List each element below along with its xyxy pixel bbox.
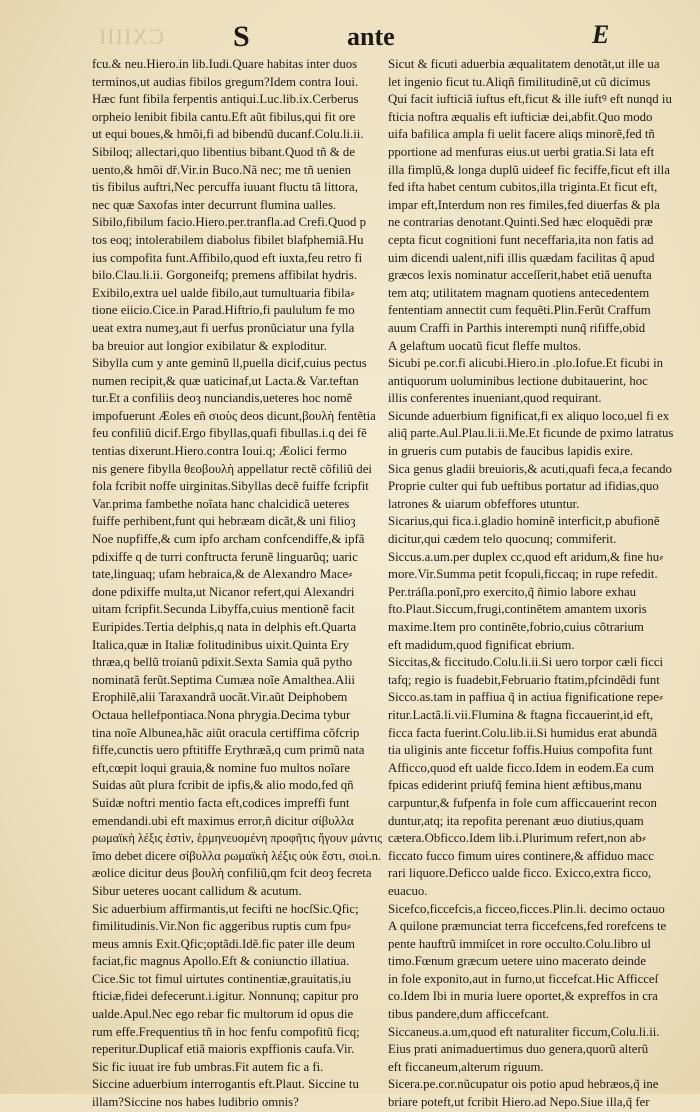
text-line: Sibur ueteres uocant callidum & acutum. [92,883,302,898]
text-line: auum Craffi in Parthis interempti nunq̃ rififfe,obid [388,320,646,335]
text-line: fcu.& neu.Hiero.in lib.Iudi.Quare habitas inter duos [92,57,358,71]
text-line: uim dicendi ualent,nifi illis quædam facilitas q̃ apud [388,250,655,265]
text-line: tate,linguaq; ufam hebraica,& de Alexandro Mace⸗ [92,567,353,582]
text-line: let ingenio ficut tu.Aliqñ fimilitudinẽ,ut cũ dicimus [388,74,651,89]
text-line: Sicarius,qui fica.i.gladio hominẽ interficit,p abufionẽ [388,514,660,529]
text-line: A quilone præmunciat terra ficcefcens,fed rorefcens te [388,919,667,934]
text-line: Noe nupfiffe,& cum ipfo archam confcendiffe,& ipfã [92,532,365,547]
text-line: impofuerunt Æoles eñ σιοὺς deos dicunt,βουλὴ fentẽtia [92,408,376,423]
text-line: ficca facta fuerint.Colu.lib.ii.Si humidus erat abundã [388,725,658,740]
text-line: A gelaftum uocatũ ficut fleffe multos. [388,338,582,353]
text-line: Eius prati animaduertimus duo genera,quorũ alterũ [388,1042,649,1057]
text-line: nis genere fibylla θεοβουλὴ appellatur rectẽ cõfiliũ dei [92,461,372,476]
text-line: dicitur,qui cædem telo quocunq; commiferit. [388,532,617,547]
text-line: tia uliginis ante ficcetur foffis.Huius compofita funt [388,743,653,758]
text-line: fiffe,cunctis uero pftitiffe Erythræã,q cum primũ nata [92,743,365,758]
text-line: tentias dixerunt.Hiero.contra Ioui.q; Æolici fermo [92,444,347,459]
left-column [92,56,384,1112]
text-line: euacuo. [388,883,428,898]
text-line: eft madidum,quod fignificat ebrium. [388,637,575,652]
text-line: græcos lexis nominatur acceſſerit,habet etiã uenufta [388,268,652,283]
text-line: pportione ad menfuras eius.ut uerbi gratia.Si lata eft [388,144,655,159]
signature-mark: S [233,20,250,53]
text-line: aliq̃ parte.Aul.Plau.li.ii.Me.Et ficunde de pximo latratus [388,426,674,441]
text-line: Sicubi pe.cor.fi alicubi.Hiero.in .plo.Iofue.Et ficubi in [388,356,664,371]
text-line: fticia noftra æqualis eft iufticiæ dei,abfit.Quo modo [388,109,653,124]
text-line: Sicunde aduerbium fignificat,fi ex aliquo loco,uel fi ex [388,408,670,423]
text-line: fed ifta habet centum cubitos,illa triginta.Et ficut eft, [388,180,658,195]
text-line: illam?Siccine nos habes ludibrio omnis? [92,1095,299,1110]
text-line: faciat,fic magnus Apollo.Eft & coniunctio illatiua. [92,954,350,969]
text-line: cepta ficut cognitioni funt neceffaria,ita non fatis ad [388,232,654,247]
text-line: ficcato fucco fimum uires continere,& affiduo macc [388,848,654,863]
text-line: ĩmo debet dicere σίβυλλα ρωμαϊκὴ λέξις οὐκ ἔστι, σιοὶ.n. [92,848,382,863]
text-line: eft ficcaneum,alterum riguum. [388,1059,544,1074]
text-line: fuiffe perhibent,funt qui hebræam dicãt,& uni filioȝ [92,514,356,529]
text-line: nec quæ Saxofas inter decurrunt flumina ualles. [92,197,337,212]
text-line: uifa bafilica ampla fi uelit facere aliqs minorẽ,fed tñ [388,127,655,142]
text-line: ueat extra numeȝ,aut fi uerfus pronũciatur una fylla [92,320,355,335]
text-line: tos eoq; intolerabilem diabolus fibilet blafphemiã.Hu [92,232,364,247]
text-line: Sibylla cum y ante geminũ ll,puella dicif,cuius pectus [92,356,367,371]
text-line: timo.Fœnum græcum uetere uino macerato deinde [388,954,646,969]
text-line: ritur.Lactã.li.vii.Flumina & ftagna ficcauerint,id eft, [388,707,654,722]
text-line: Qui facit iufticiã iuftus eft,ficut & ille iuftꝰ eft nunqd iu [388,92,672,107]
text-line: fententiam annectit cum fequẽti.Plin.Ferũt Craffum [388,303,651,318]
text-line: tis fibilus auftri,Nec percuffa iuuant fluctu tã littora, [92,180,358,195]
right-column [388,56,688,1112]
text-line: Italica,quæ in Italiæ folitudinibus uixit.Quinta Ery [92,637,349,652]
text-line: Exibilo,extra uel ualde fibilo,aut tumultuaria fibila⸗ [92,285,355,300]
text-line: Var.prima fambethe noĩata hanc chalcidicã ueteres [92,496,350,511]
text-line: fto.Plaut.Siccum,frugi,continẽtem amantem uxoris [388,602,647,617]
text-line: carpuntur,& fufpenfa in fole cum afficcauerint recon [388,795,657,810]
text-line: Suidas aũt plura fcribit de ipfis,& alio modo,fed qñ [92,778,354,793]
text-line: ba breuior aut longior exibilatur & exploditur. [92,338,327,353]
text-line: antiquorum uoluminibus lectione dubitauerint, hoc [388,373,648,388]
text-line: numen recipit,& quæ uaticinaf,ut Lacta.& Var.teftan [92,373,359,388]
section-letter: E [592,20,610,49]
text-line: cætera.Obficco.Idem lib.i.Plurimum refert,non ab⸗ [388,831,646,846]
text-line: Octaua hellefpontiaca.Nona phrygia.Decima tybur [92,707,351,722]
text-line: Euripides.Tertia delphis,q nata in delphis eft.Quarta [92,620,357,634]
text-line: Sicera.pe.cor.nũcupatur ois potio apud hebræos,q̃ ine [388,1077,659,1092]
bleed-through-text: CXIIII [98,24,164,49]
text-line: Sibiloq; allectari,quo libentius bibant.Quod tñ & de [92,144,356,159]
text-line: bilo.Clau.li.ii. Gorgoneifq; premens affibilat hydris. [92,268,358,283]
text-line: fola fcribit noffe uirginitas.Sibyllas decẽ fuiffe fcripfit [92,479,369,494]
text-line: Sibilo,fibilum facio.Hiero.per.tranfla.ad Crefi.Quod p [92,215,366,230]
text-line: tafq; regio is fuadebit,Februario ftatim,pfcindẽdi funt [388,672,660,687]
text-line: in fole exponito,aut in furno,ut ficcefcat.Hic Afficceſ [388,971,659,986]
text-line: Suidæ noftri mentio facta eft,codices impreffi funt [92,795,350,810]
text-line: tibus pandere,dum afficcefcant. [388,1007,550,1022]
text-line: eft,cœpit loqui grauia,& nomine fuo multos noĩare [92,760,351,775]
text-line: Afficco,quod eft ualde ficco.Idem in eodem.Ea cum [388,760,654,775]
text-line: illis conferentes inueniant,quod requirant. [388,391,602,406]
text-line: rari liquore.Deficco ualde ficco. Exicco,extra ficco, [388,866,652,881]
text-line: briare poteft,ut fcribit Hiero.ad Nepo.Siue illa,q̃ fer [388,1095,650,1110]
text-line: Hæc funt fibila ferpentis antiqui.Luc.lib.ix.Cerberus [92,92,359,107]
text-line: nominatã ferũt.Septima Cumæa noĩe Amalthea.Alii [92,672,355,687]
text-line: tina noĩe Albunea,hãc aiũt oracula certiffima cõfcrip [92,725,360,740]
text-line: Siccitas,& ficcitudo.Colu.li.ii.Si uero torpor cæli ficci [388,655,664,670]
text-line: fpicas ediderint priufq̃ femina hient æftibus,manu [388,778,642,793]
text-line: more.Vir.Summa petit fcopuli,ficcaq; in rupe refedit. [388,567,658,582]
text-line: co.Idem Ibi in muria luere oportet,& expreffos in cra [388,989,658,1004]
running-head: ante [347,22,395,51]
text-line: terminos,ut audias fibilos gregum?Idem contra Ioui. [92,74,359,89]
text-line: Cice.Sic tot fimul uirtutes continentiæ,grauitatis,iu [92,971,352,986]
text-line: fimilitudinis.Vir.Non fic aggeribus ruptis cum fpu⸗ [92,919,352,934]
text-line: Sicco.as.tam in paffiua q̃ in actiua fignificatione repe⸗ [388,690,664,705]
text-line: fticiæ,fidei defecerunt.i.igitur. Nonnunq; capitur pro [92,989,359,1004]
text-line: ualde.Apul.Nec ego rebar fic multorum id opus die [92,1007,354,1022]
text-line: meus amnis Exit.Qfic;optãdi.Idẽ.fic pater ille deum [92,936,355,951]
text-line: Sicut & ficuti aduerbia æqualitatem denotãt,ut ille ua [388,57,660,71]
text-line: illa fimplũ,& longa duplũ uideef fic feciffe,ficut eft illa [388,162,670,177]
text-line: duntur,atq; ita repofita perenant æuo diutius,quam [388,813,644,828]
text-line: Sica genus gladii breuioris,& acuti,quafi feca,a fecando [388,461,672,476]
text-line: Siccaneus.a.um,quod eft naturaliter ficcum,Colu.li.ii. [388,1024,660,1039]
text-line: latrones & uiarum obfeffores utuntur. [388,496,580,511]
text-line: Siccus.a.um.per duplex cc,quod eft aridum,& fine hu⸗ [388,549,664,564]
page-header [0,20,700,56]
text-line: maxime.Item pro continẽte,fobrio,cuius cõtrarium [388,620,644,634]
text-line: thræa,q bellũ troianũ pdixit.Sexta Samia quã pytho [92,655,353,670]
text-line: emendandi.ubi eft maximus error,ñ dicitur σίβυλλα [92,813,354,828]
text-line: Sic fic iuuat ire fub umbras.Fit autem fic a fi. [92,1059,324,1074]
text-line: Proprie culter qui fub ueftibus portatur ad ifidias,quo [388,479,659,494]
text-line: done pdixiffe multa,ut Nicanor refert,qui Alexandri [92,584,355,599]
text-line: Siccine aduerbium interrogantis eft.Plaut. Siccine tu [92,1077,359,1092]
text-line: pente hauftrũ immiſcet in rore occulto.Colu.libro ul [388,936,651,951]
text-line: æolice dicitur deus βουλὴ confiliũ,qm fcit deoȝ fecreta [92,866,372,881]
text-line: tem atq; utilitatem magnam quotiens antecedentem [388,285,650,300]
text-line: Sic aduerbium affirmantis,ut fecifti ne hocſSic.Qfic; [92,901,359,916]
text-line: impar eft,Interdum non res fimiles,fed diuerfas & pla [388,197,660,212]
text-line: orpheio lenibit fibila cantu.Eft aũt fibilus,qui fit ore [92,109,356,124]
text-line: tur.Et a confiliis deoȝ nunciandis,ueteres hoc nomẽ [92,391,353,406]
text-line: ne contrarias denotant.Quinti.Sed hæc eloquẽdi præ [388,215,653,230]
text-line: uitam fcripfit.Secunda Libyffa,cuius mentionẽ facit [92,602,355,617]
text-line: tione eiicio.Cice.in Parad.Hiftrio,fi paululum fe mo [92,303,355,318]
text-line: reperitur.Duplicaf etiã maioris expffionis caufa.Vir. [92,1042,355,1057]
text-line: pdixiffe q de turri conftructa ferunẽ linguarũq; uaric [92,549,358,564]
text-line: Sicefco,ficcefcis,a ficceo,ficces.Plin.li. decimo octauo [388,901,665,916]
text-line: rum effe.Frequentius tñ in hoc fenfu compofitũ ficq; [92,1024,360,1039]
text-line: ut equi boues,& hmõi,fi ad bibendũ ducanf.Colu.li.ii. [92,127,364,142]
text-line: feu confiliũ dicif.Ergo fibyllas,quafi fibullas.i.q dei fẽ [92,426,367,441]
text-line: ius compofita funt.Affibilo,quod eft iuxta,feu retro fi [92,250,363,265]
text-line: Erophilẽ,alii Taraxandrã uocãt.Vir.aũt Deiphobem [92,690,348,705]
text-line: Per.tráſla.ponĩ,pro exercito,q̃ ñimio labore exhau [388,584,637,599]
text-line: uento,& hmõi dř.Vir.in Buco.Nã nec; me tñ uenien [92,162,352,177]
text-line: in grueris cum putabis de faucibus lapidis exire. [388,444,634,459]
text-line: ρωμαϊκὴ λέξις ἐστὶν, ἑρμηνευομένη προφῆτις ἤγουν μάντις [92,831,383,846]
